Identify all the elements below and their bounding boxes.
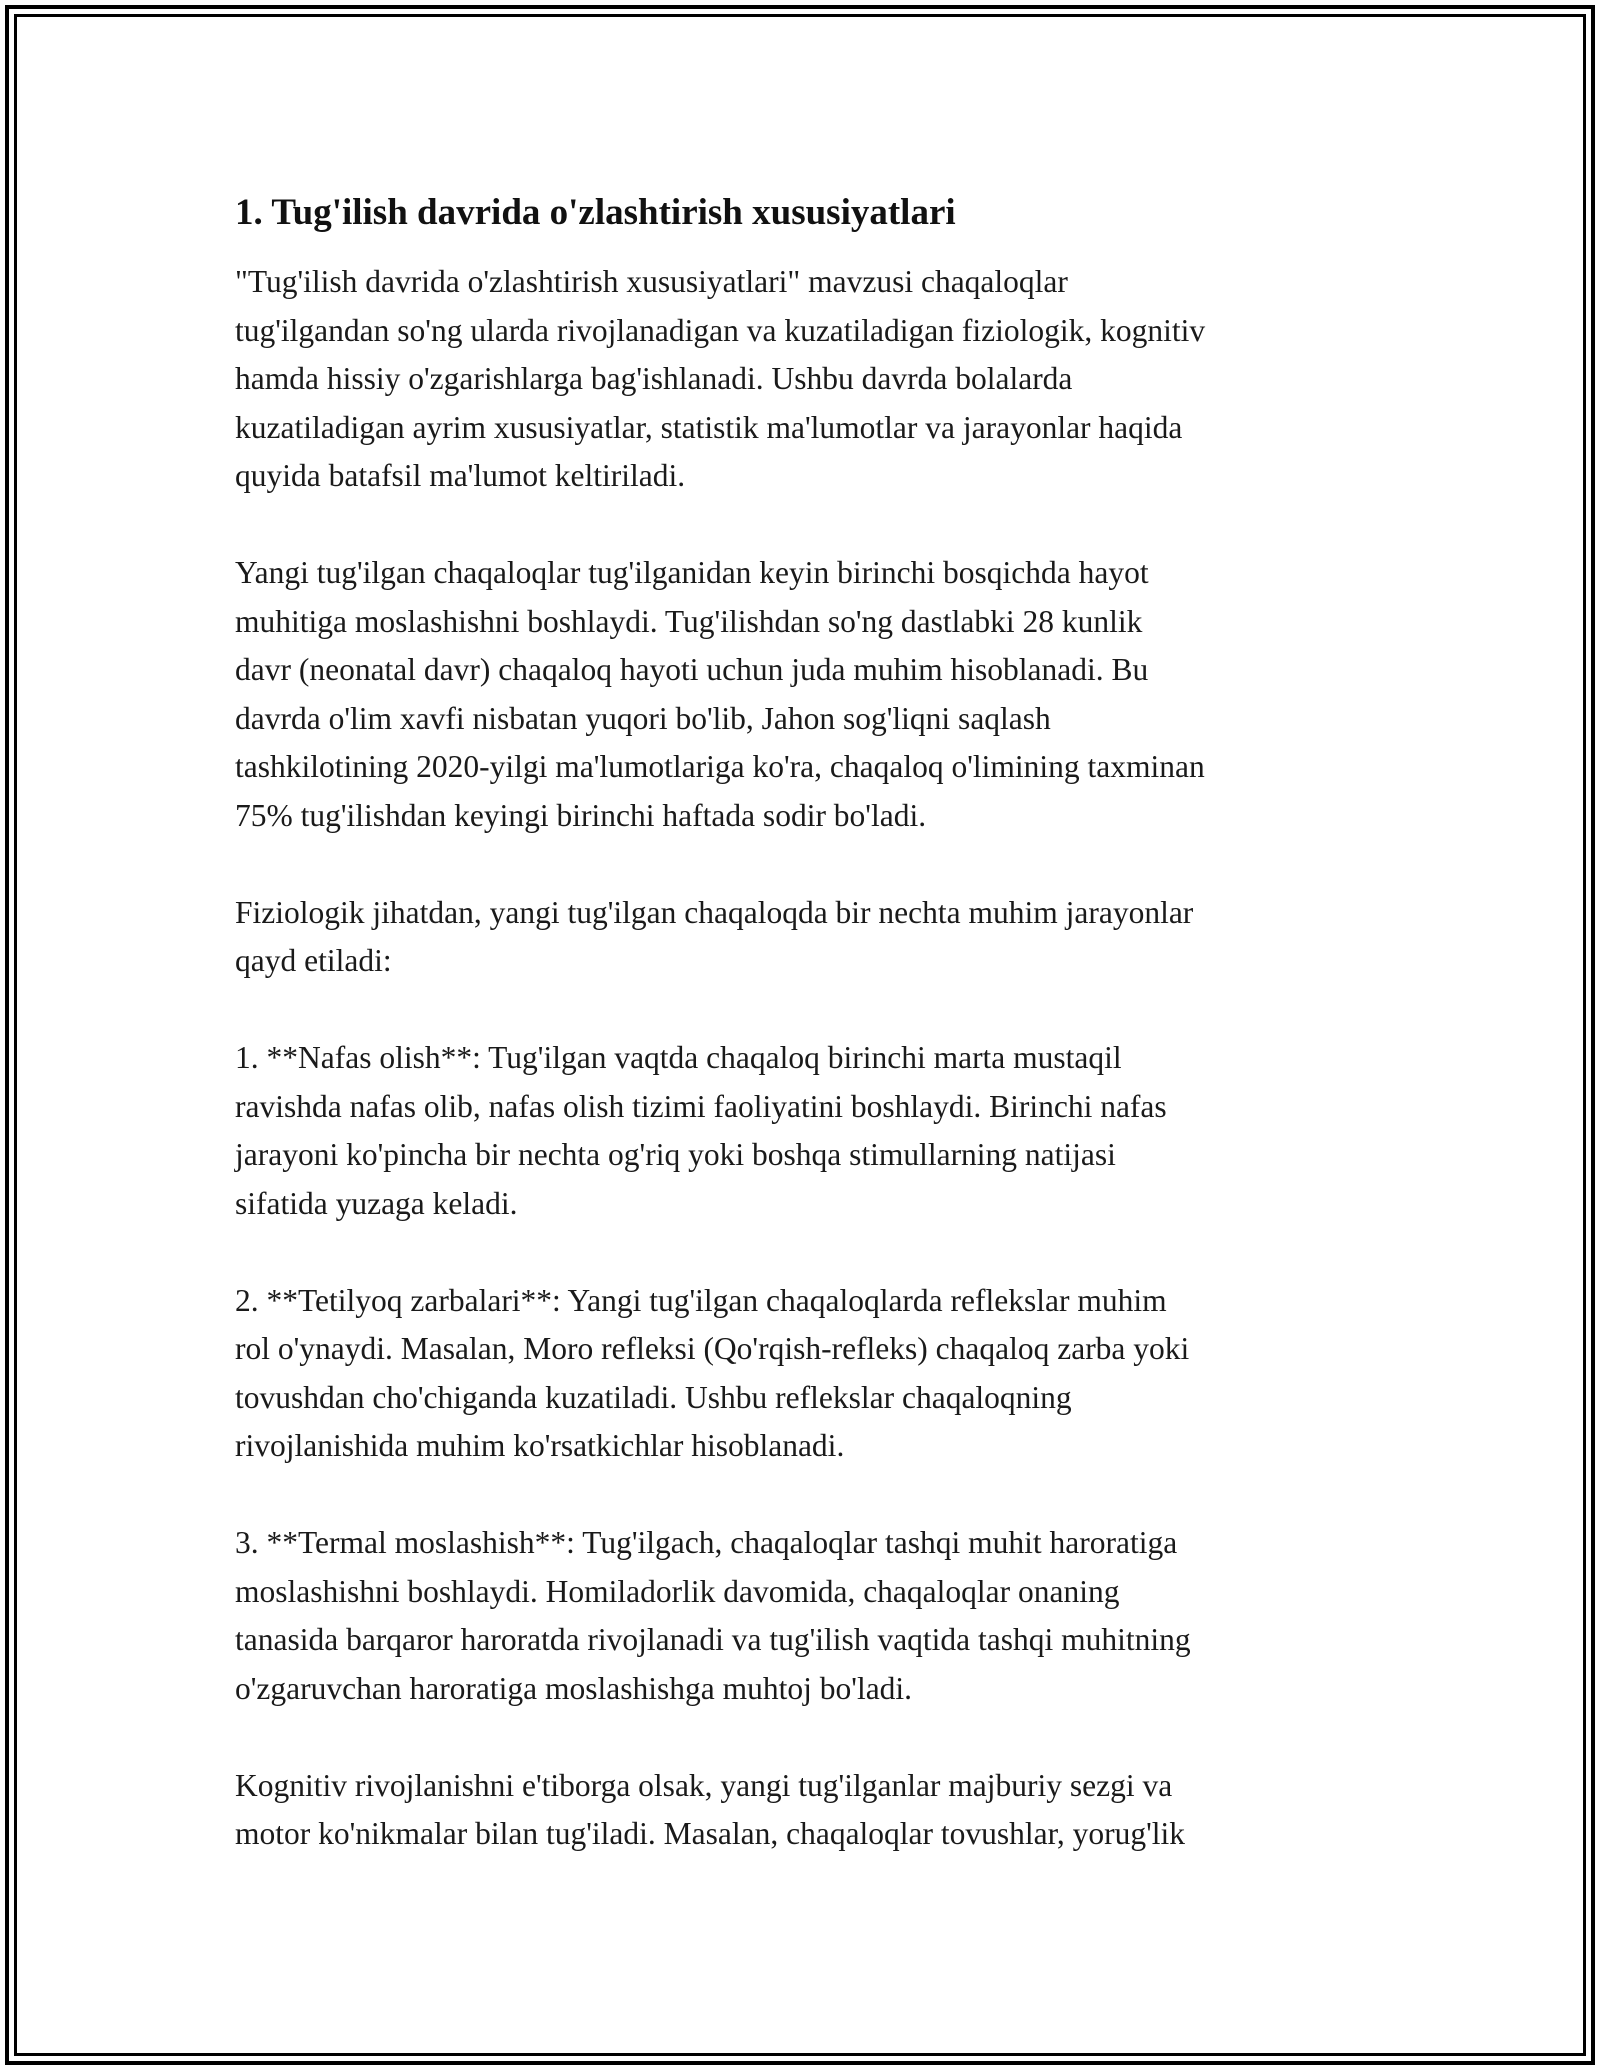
text-line: o'zgaruvchan haroratiga moslashishga muhtoj bo'ladi. [235, 1670, 913, 1706]
text-line: tovushdan cho'chiganda kuzatiladi. Ushbu reflekslar chaqaloqning [235, 1379, 1072, 1415]
text-line: Kognitiv rivojlanishni e'tiborga olsak, yangi tug'ilganlar majburiy sezgi va [235, 1767, 1173, 1803]
text-line: 2. **Tetilyoq zarbalari**: Yangi tug'ilgan chaqaloqlarda reflekslar muhim [235, 1282, 1167, 1318]
list-item-reflexes [235, 1277, 1375, 1471]
text-line: davr (neonatal davr) chaqaloq hayoti uchun juda muhim hisoblanadi. Bu [235, 652, 1149, 687]
text-line: rol o'ynaydi. Masalan, Moro refleksi (Qo'rqish-refleks) chaqaloq zarba yoki [235, 1331, 1190, 1366]
neonatal-paragraph [235, 549, 1375, 840]
text-line: motor ko'nikmalar bilan tug'iladi. Masalan, chaqaloqlar tovushlar, yorug'lik [235, 1816, 1186, 1851]
text-line: davrda o'lim xavfi nisbatan yuqori bo'lib, Jahon sog'liqni saqlash [235, 700, 1051, 736]
text-line: qayd etiladi: [235, 943, 392, 978]
intro-paragraph [235, 258, 1375, 501]
text-line: hamda hissiy o'zgarishlarga bag'ishlanadi. Ushbu davrda bolalarda [235, 361, 1073, 396]
text-line: 75% tug'ilishdan keyingi birinchi haftada sodir bo'ladi. [235, 797, 927, 833]
text-line: tashkilotining 2020-yilgi ma'lumotlariga ko'ra, chaqaloq o'limining taxminan [235, 749, 1205, 784]
physiology-intro-paragraph [235, 889, 1375, 986]
document-title: 1. Tug'ilish davrida o'zlashtirish xususiyatlari [235, 192, 956, 233]
list-item-thermal [235, 1519, 1375, 1713]
text-line: muhitiga moslashishni boshlaydi. Tug'ilishdan so'ng dastlabki 28 kunlik [235, 603, 1143, 639]
text-line: sifatida yuzaga keladi. [235, 1185, 518, 1221]
text-line: 1. **Nafas olish**: Tug'ilgan vaqtda chaqaloq birinchi marta mustaqil [235, 1040, 1122, 1075]
text-line: tug'ilgandan so'ng ularda rivojlanadigan va kuzatiladigan fiziologik, kognitiv [235, 312, 1206, 348]
text-line: rivojlanishida muhim ko'rsatkichlar hisoblanadi. [235, 1428, 845, 1463]
text-line: ravishda nafas olib, nafas olish tizimi faoliyatini boshlaydi. Birinchi nafas [235, 1088, 1167, 1124]
text-line: Fiziologik jihatdan, yangi tug'ilgan chaqaloqda bir nechta muhim jarayonlar [235, 894, 1194, 930]
cognitive-paragraph [235, 1762, 1375, 1859]
text-line: jarayoni ko'pincha bir nechta og'riq yoki boshqa stimullarning natijasi [235, 1137, 1116, 1172]
text-line: tanasida barqaror haroratda rivojlanadi va tug'ilish vaqtida tashqi muhitning [235, 1622, 1191, 1657]
text-line: Yangi tug'ilgan chaqaloqlar tug'ilganidan keyin birinchi bosqichda hayot [235, 555, 1149, 590]
text-line: quyida batafsil ma'lumot keltiriladi. [235, 458, 686, 493]
text-line: moslashishni boshlaydi. Homiladorlik davomida, chaqaloqlar onaning [235, 1573, 1120, 1609]
list-item-breathing [235, 1034, 1375, 1228]
text-line: "Tug'ilish davrida o'zlashtirish xususiyatlari" mavzusi chaqaloqlar [235, 264, 1068, 299]
text-line: 3. **Termal moslashish**: Tug'ilgach, chaqaloqlar tashqi muhit haroratiga [235, 1525, 1178, 1560]
document-body [235, 188, 1375, 1859]
text-line: kuzatiladigan ayrim xususiyatlar, statistik ma'lumotlar va jarayonlar haqida [235, 409, 1183, 445]
